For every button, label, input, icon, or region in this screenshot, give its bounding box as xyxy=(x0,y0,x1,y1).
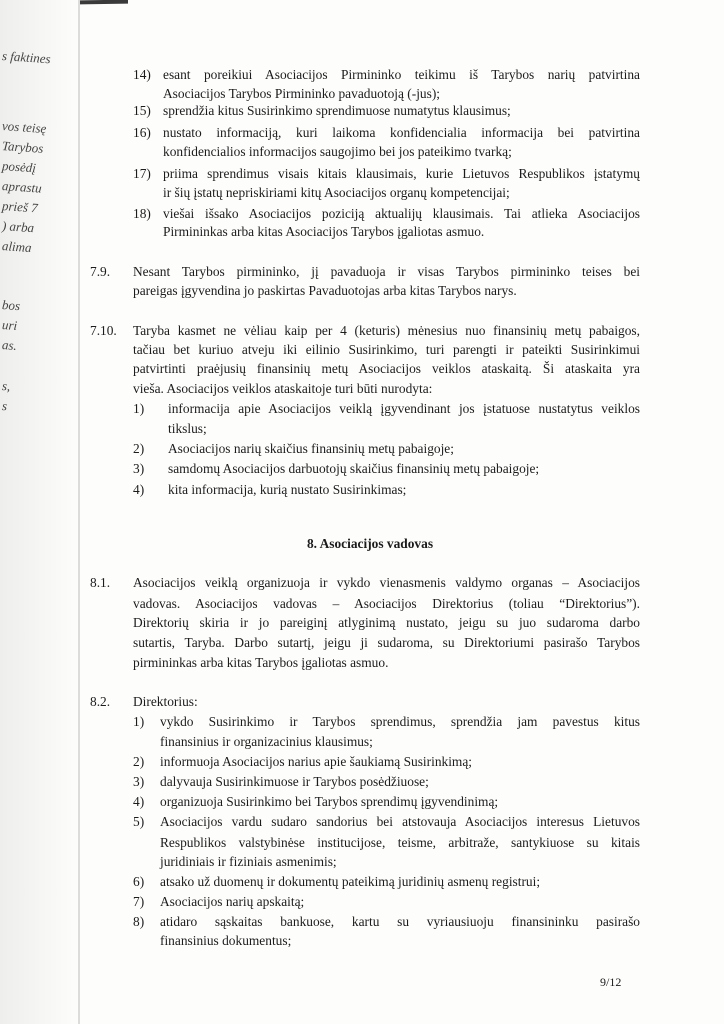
list-item-text: Respublikos valstybinėse institucijose, teisme, arbitraže, santykiuose su kitais xyxy=(160,835,640,850)
list-item-text: priima sprendimus visais kitais klausimais, kurie Lietuvos Respublikos įstatymų xyxy=(163,166,640,181)
paragraph-text: pirmininkas arba kitas Tarybos įgaliotas asmuo. xyxy=(133,655,389,670)
paragraph-text: pareigas įgyvendina jo paskirtas Pavaduotojas arba kitas Tarybos narys. xyxy=(133,283,517,298)
paragraph-text: sutartis, Taryba. Darbo sutartį, jeigu ji sudaroma, su Direktoriumi pasirašo Tarybos xyxy=(133,635,640,650)
list-item-text: samdomų Asociacijos darbuotojų skaičius finansinių metų pabaigoje; xyxy=(168,461,540,476)
paragraph-text: patvirtinti praėjusių finansinių metų Asociacijos veiklos ataskaitą. Ši ataskaita yra xyxy=(133,361,640,376)
list-item-text: organizuoja Susirinkimo bei Tarybos sprendimų įgyvendinimą; xyxy=(160,794,499,809)
list-item-number: 2) xyxy=(133,754,145,769)
bleed-text-line: bos xyxy=(1,297,21,314)
list-item-text: informacija apie Asociacijos veiklą įgyvendinant jos įstatuose nustatytus veiklos xyxy=(168,401,640,416)
list-item-text: finansinius dokumentus; xyxy=(160,933,292,948)
list-item-text: viešai išsako Asociacijos poziciją aktualijų klausimais. Tai atlieka Asociacijos xyxy=(163,206,640,221)
list-item-number: 6) xyxy=(133,874,145,889)
list-item-text: finansinius ir organizacinius klausimus; xyxy=(160,734,373,749)
list-item-text: sprendžia kitus Susirinkimo sprendimuose numatytus klausimus; xyxy=(163,103,511,118)
list-item-number: 5) xyxy=(133,814,145,829)
list-item-number: 1) xyxy=(133,714,145,729)
list-item-number: 4) xyxy=(133,482,145,497)
list-item-number: 1) xyxy=(133,401,145,416)
paragraph-text: vadovas. Asociacijos vadovas – Asociacijos Direktorius (toliau “Direktorius”). xyxy=(133,596,640,611)
list-item-number: 3) xyxy=(133,461,145,476)
paragraph-number: 7.10. xyxy=(90,323,117,338)
list-item-number: 18) xyxy=(133,206,151,221)
list-item-text: Asociacijos narių skaičius finansinių metų pabaigoje; xyxy=(168,441,454,456)
bleed-text-line: posėdį xyxy=(1,158,37,176)
page-number: 9/12 xyxy=(600,975,622,989)
bleed-text-line: ) arba xyxy=(1,218,35,236)
list-item-text: atsako už duomenų ir dokumentų pateikimą juridinių asmenų registrui; xyxy=(160,874,541,889)
list-item-number: 16) xyxy=(133,125,151,140)
paragraph-text: vieša. Asociacijos veiklos ataskaitoje turi būti nurodyta: xyxy=(133,381,433,396)
bleed-text-line: aprastu xyxy=(1,178,43,196)
paragraph-text: Nesant Tarybos pirmininko, jį pavaduoja ir visas Tarybos pirmininko teises bei xyxy=(133,264,640,279)
list-item-number: 3) xyxy=(133,774,145,789)
list-item-text: Asociacijos narių apskaitą; xyxy=(160,894,305,909)
list-item-text: ir šių įstatų nepriskiriami kitų Asociacijos organų kompetencijai; xyxy=(163,185,510,200)
paragraph-number: 8.1. xyxy=(90,575,111,590)
section-heading: 8. Asociacijos vadovas xyxy=(306,536,434,551)
bleed-text-line: vos teisę xyxy=(1,118,47,137)
list-item-text: tikslus; xyxy=(168,421,207,436)
bleed-text-line: prieš 7 xyxy=(1,198,39,216)
list-item-text: juridiniais ir fiziniais asmenimis; xyxy=(160,854,337,869)
bleed-text-line: as. xyxy=(1,337,18,354)
list-item-text: dalyvauja Susirinkimuose ir Tarybos posėdžiuose; xyxy=(160,774,429,789)
list-item-text: esant poreikiui Asociacijos Pirmininko teikimu iš Tarybos narių patvirtina xyxy=(163,67,640,82)
list-item-number: 17) xyxy=(133,166,151,181)
list-item-text: Pirmininkas arba kitas Asociacijos Tarybos įgaliotas asmuo. xyxy=(163,224,485,239)
list-item-number: 15) xyxy=(133,103,151,118)
list-item-text: kita informacija, kurią nustato Susirinkimas; xyxy=(168,482,407,497)
paragraph-number: 7.9. xyxy=(90,264,111,279)
paragraph-text: Direktorių skiria ir jo pareiginį atlyginimą nustato, jeigu su juo sudaroma darbo xyxy=(133,615,640,630)
bleed-text-line: s, xyxy=(1,378,11,394)
list-item-text: informuoja Asociacijos narius apie šaukiamą Susirinkimą; xyxy=(160,754,473,769)
list-item-text: nustato informaciją, kuri laikoma konfidencialia informacija bei patvirtina xyxy=(163,125,640,140)
list-item-number: 4) xyxy=(133,794,145,809)
list-item-number: 14) xyxy=(133,67,151,82)
list-item-number: 7) xyxy=(133,894,145,909)
paragraph-text: tačiau bet kuriuo atveju iki eilinio Susirinkimo, turi parengti ir pateikti Susirinkimui xyxy=(133,342,640,357)
paragraph-text: Asociacijos veiklą organizuoja ir vykdo vienasmenis valdymo organas – Asociacijos xyxy=(133,575,640,590)
list-item-text: atidaro sąskaitas bankuose, kartu su vyriausiuoju finansininku pasirašo xyxy=(160,914,640,929)
paragraph-text: Direktorius: xyxy=(133,694,198,709)
bleed-text-line: s faktines xyxy=(1,48,52,67)
list-item-number: 8) xyxy=(133,914,145,929)
bleed-text-line: s xyxy=(1,398,8,414)
list-item-number: 2) xyxy=(133,441,145,456)
bleed-text-line: uri xyxy=(1,317,18,334)
list-item-text: Asociacijos Tarybos Pirmininko pavaduotoją (-jus); xyxy=(163,86,440,101)
paragraph-text: Taryba kasmet ne vėliau kaip per 4 (keturis) mėnesius nuo finansinių metų pabaigos, xyxy=(133,323,640,338)
bleed-text-line: alima xyxy=(1,238,33,256)
paragraph-number: 8.2. xyxy=(90,694,111,709)
bleed-text-line: Tarybos xyxy=(1,138,44,156)
list-item-text: vykdo Susirinkimo ir Tarybos sprendimus, sprendžia jam pavestus kitus xyxy=(160,714,640,729)
list-item-text: Asociacijos vardu sudaro sandorius bei atstovauja Asociacijos interesus Lietuvos xyxy=(160,814,640,829)
list-item-text: konfidencialios informacijos saugojimo bei jos pateikimo tvarką; xyxy=(163,144,512,159)
